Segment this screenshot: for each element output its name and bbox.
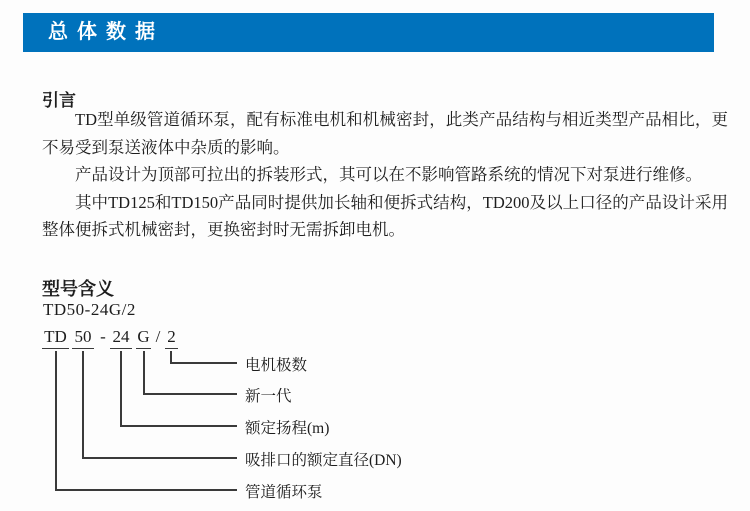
model-segment-series: TD	[42, 327, 69, 349]
intro-paragraph: 其中TD125和TD150产品同时提供加长轴和便拆式结构，TD200及以上口径的产品设计采用整体便拆式机械密封，更换密封时无需拆卸电机。	[42, 192, 728, 239]
page-title: 总体数据	[48, 21, 164, 43]
connector-poles-horizontal	[170, 362, 237, 364]
model-separator-slash: /	[155, 327, 161, 346]
connector-generation-vertical	[143, 351, 145, 394]
connector-generation-horizontal	[143, 393, 237, 395]
section-header-bar	[23, 13, 714, 52]
connector-pump-vertical	[55, 351, 57, 490]
model-example-code: TD50-24G/2	[43, 300, 136, 319]
connector-head-vertical	[120, 351, 122, 426]
model-heading: 型号含义	[42, 279, 114, 299]
model-segment-head: 24	[110, 327, 132, 349]
label-motor-poles: 电机极数	[245, 357, 308, 374]
label-rated-head: 额定扬程(m)	[245, 420, 330, 437]
intro-body	[42, 106, 728, 244]
connector-pump-horizontal	[55, 489, 237, 491]
model-separator-dash: -	[100, 327, 106, 346]
connector-diameter-vertical	[82, 351, 84, 458]
label-nominal-diameter: 吸排口的额定直径(DN)	[245, 452, 402, 469]
model-segment-diameter: 50	[72, 327, 94, 349]
label-pipeline-pump: 管道循环泵	[245, 484, 323, 501]
connector-head-horizontal	[120, 425, 237, 427]
connector-diameter-horizontal	[82, 457, 237, 459]
model-segment-poles: 2	[165, 327, 178, 349]
model-segment-generation: G	[136, 327, 151, 349]
label-new-generation: 新一代	[245, 388, 292, 405]
intro-paragraph: 产品设计为顶部可拉出的拆装形式，其可以在不影响管路系统的情况下对泵进行维修。	[75, 165, 702, 184]
intro-paragraph: TD型单级管道循环泵，配有标准电机和机械密封，此类产品结构与相近类型产品相比，更不易受到泵送液体中杂质的影响。	[42, 110, 728, 157]
intro-heading: 引言	[42, 91, 76, 110]
